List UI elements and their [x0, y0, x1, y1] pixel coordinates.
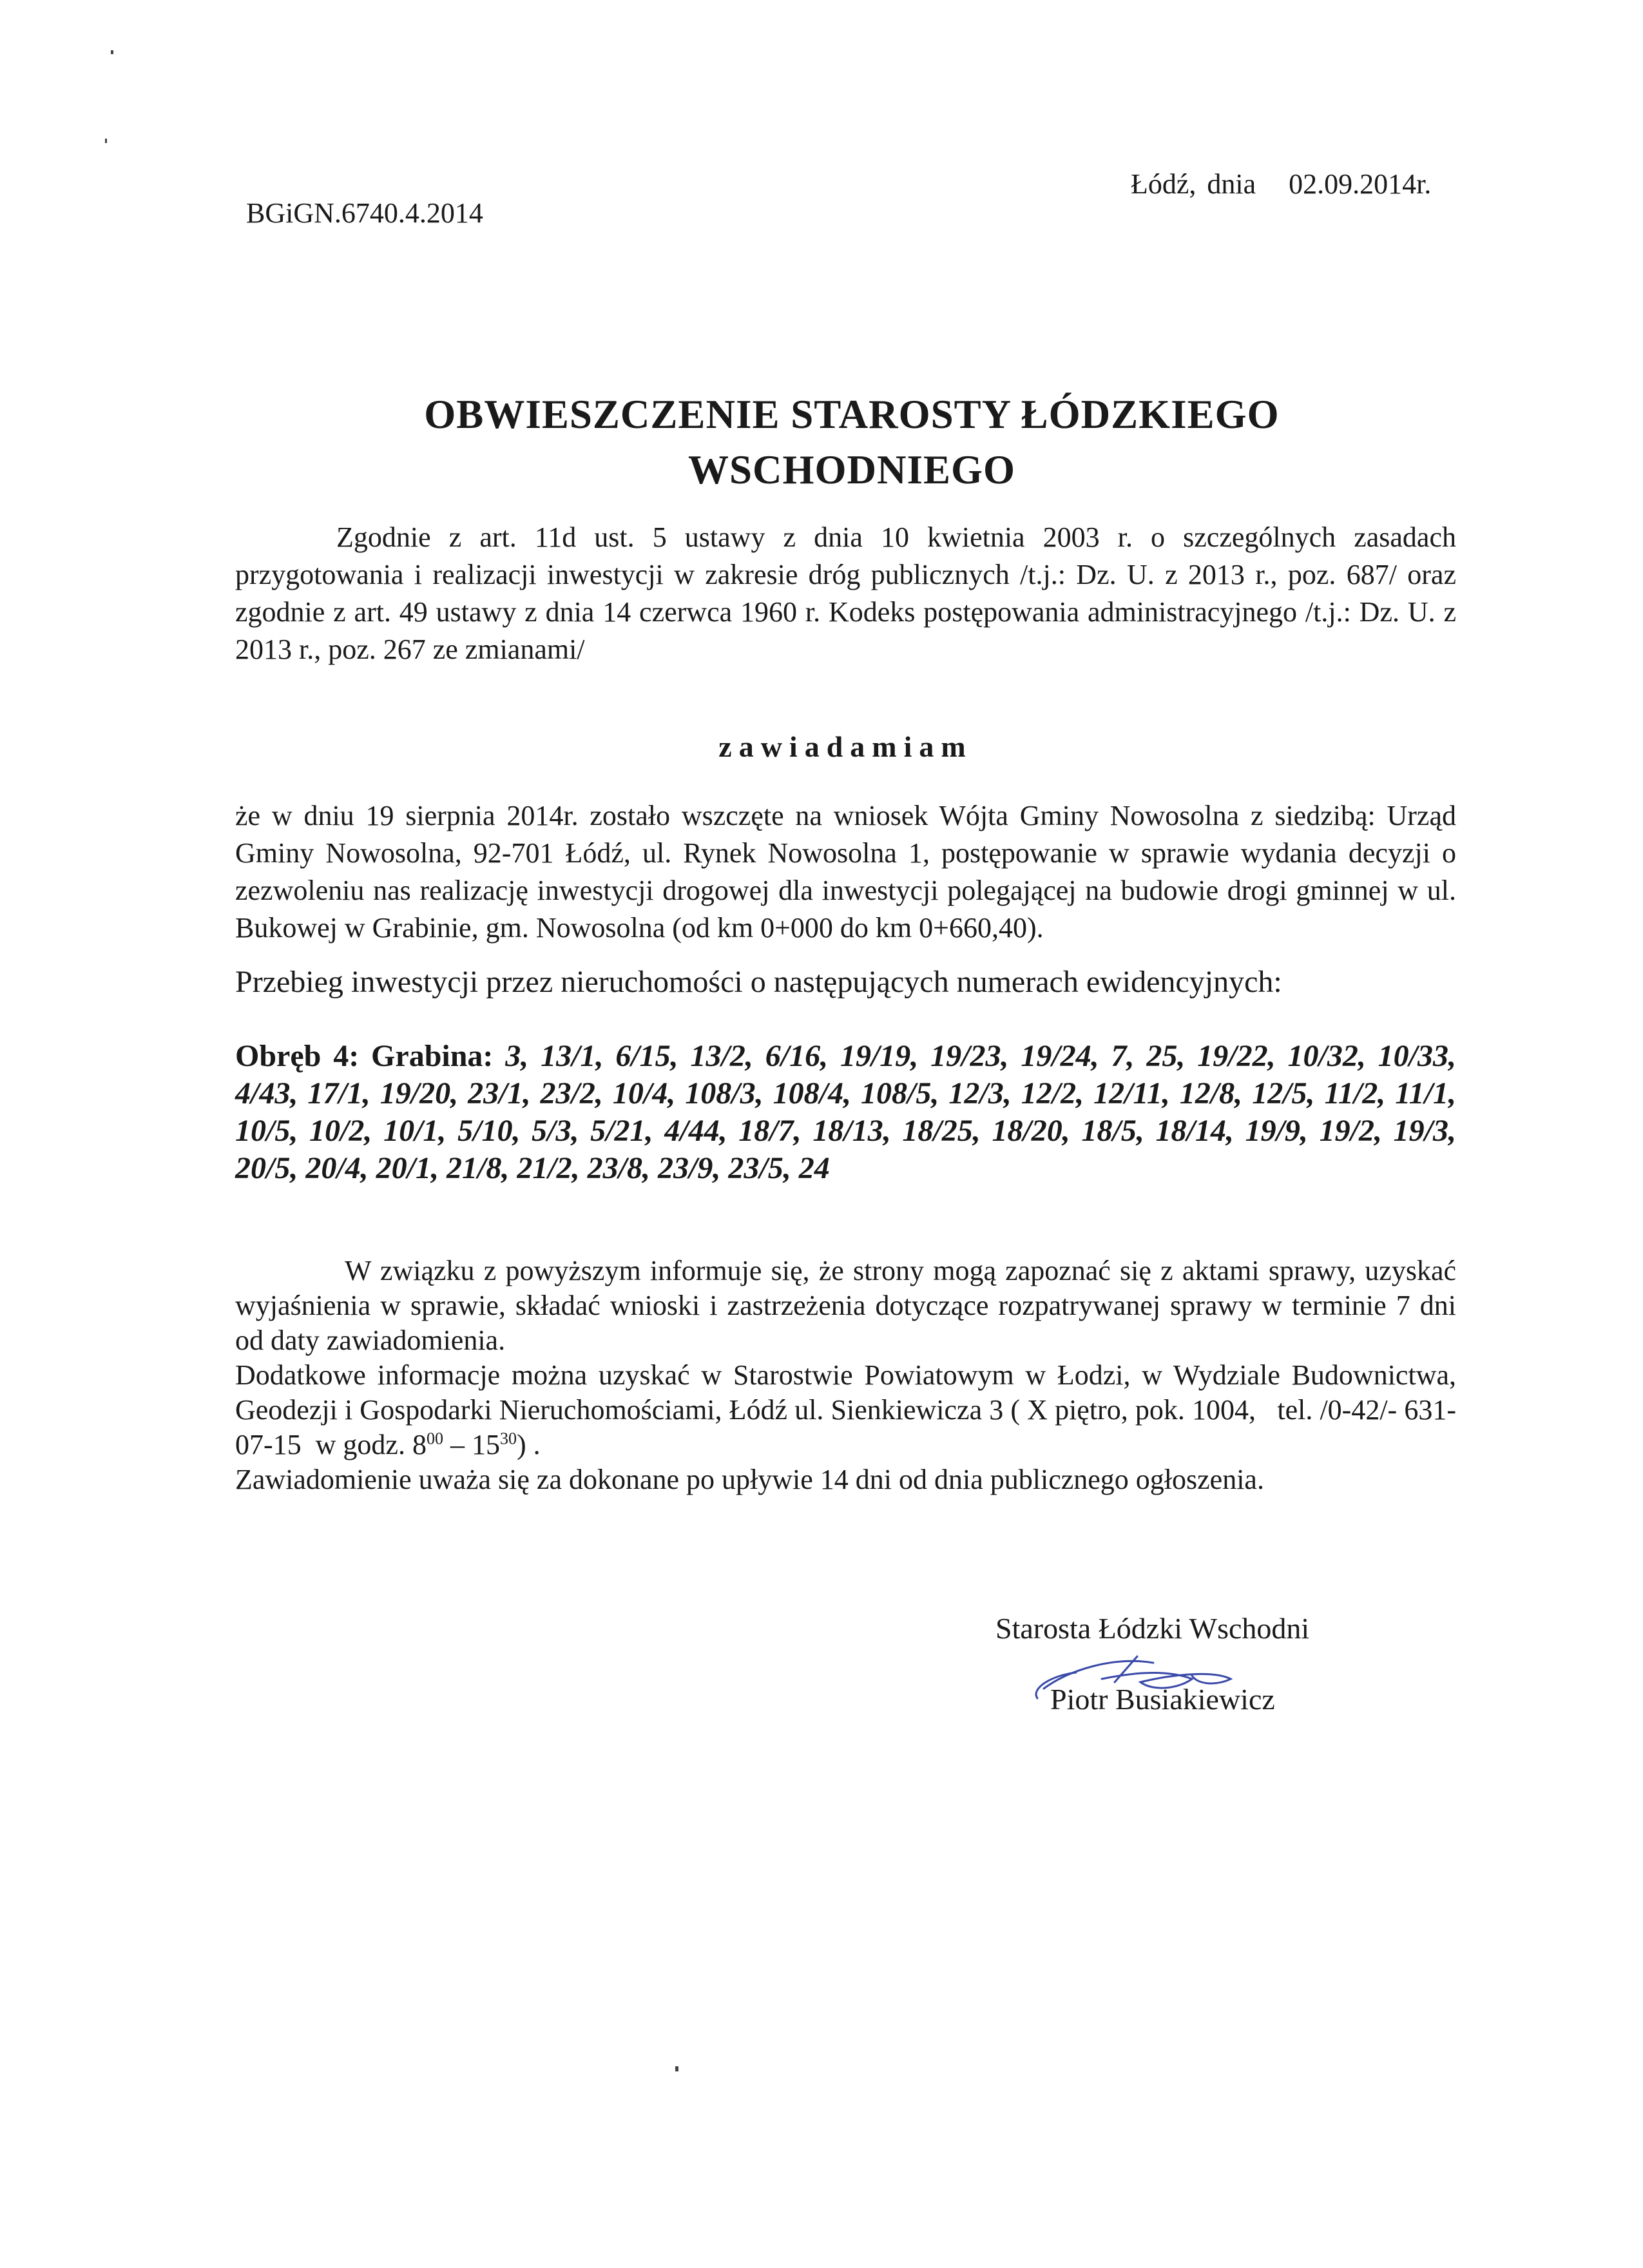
document-reference-number: BGiGN.6740.4.2014 — [246, 197, 483, 229]
route-intro: Przebieg inwestycji przez nieruchomości o następujących numerach ewidencyjnych: — [235, 965, 1282, 999]
parcel-numbers: 3, 13/1, 6/15, 13/2, 6/16, 19/19, 19/23, 19/24, 7, 25, 19/22, 10/32, 10/33, 4/43, 17/1, 19/20, 23/1, 23/2, 10/4, 108/3, 108/4, 108/5, 12/3, 12/2, 12/11, 12/8, 12/5, 11/2, 11/1, 10/5, 10/2, 10/1, 5/10, 5/3, 5/21, 4/44, 18/7, 18/13, 18/25, 18/20, 18/5, 18/14, 19/9, 19/2, 19/3, 20/5, 20/4, 20/1, 21/8, 21/2, 23/8, 23/9, 23/5, 24 — [235, 1039, 1457, 1185]
parcel-precinct-label: Obręb 4: Grabina: — [235, 1039, 494, 1073]
parcel-list — [235, 1038, 1456, 1187]
information-block — [235, 1254, 1463, 1497]
title-line-1: OBWIESZCZENIE STAROSTY ŁÓDZKIEGO — [424, 392, 1280, 437]
signatory-name: Piotr Busiakiewicz — [1050, 1683, 1275, 1716]
info-paragraph: W związku z powyższym informuje się, że strony mogą zapoznać się z aktami sprawy, uzyskać wyjaśnienia w sprawie, składać wnioski i zastrzeżenia dotyczące rozpatrywanej sprawy w terminie 7 dni od daty zawiadomienia. — [235, 1255, 1456, 1356]
closing-note: Zawiadomienie uważa się za dokonane po upływie 14 dni od dnia publicznego ogłoszenia. — [235, 1464, 1264, 1495]
place-and-date: Łódź, dnia 02.09.2014r. — [1131, 168, 1432, 200]
scan-speck — [105, 139, 107, 143]
office-hours-start: 8 — [412, 1429, 427, 1460]
scan-speck — [111, 50, 113, 54]
hours-dash: – — [443, 1429, 472, 1460]
hours-close: ) . — [516, 1429, 541, 1460]
title-line-2: WSCHODNIEGO — [687, 447, 1016, 492]
additional-info-paragraph — [235, 1358, 1463, 1462]
scan-speck — [675, 2066, 678, 2071]
office-hours-end: 15 — [471, 1429, 500, 1460]
announce-paragraph: że w dniu 19 sierpnia 2014r. zostało wszczęte na wniosek Wójta Gminy Nowosolna z siedzibą: Urząd Gminy Nowosolna, 92-701 Łódź, ul. Rynek Nowosolna 1, postępowanie w sprawie wydania decyzji o zezwoleniu nas realizację inwestycji drogowej dla inwestycji polegającej na budowie drogi gminnej w ul. Bukowej w Grabinie, gm. Nowosolna (od km 0+000 do km 0+660,40). — [235, 800, 1456, 944]
signatory-position: Starosta Łódzki Wschodni — [995, 1612, 1310, 1645]
legal-basis-paragraph: Zgodnie z art. 11d ust. 5 ustawy z dnia 10 kwietnia 2003 r. o szczególnych zasadach przygotowania i realizacji inwestycji w zakresie dróg publicznych /t.j.: Dz. U. z 2013 r., poz. 687/ oraz zgodnie z art. 49 ustawy z dnia 14 czerwca 1960 r. Kodeks postępowania administracyjnego /t.j.: Dz. U. z 2013 r., poz. 267 ze zmianami/ — [235, 521, 1456, 665]
document-title — [246, 387, 1457, 498]
office-hours-start-minutes: 00 — [426, 1429, 443, 1448]
announce-heading: zawiadamiam — [718, 730, 973, 763]
additional-info-text: Dodatkowe informacje można uzyskać w Starostwie Powiatowym w Łodzi, w Wydziale Budownictwa, Geodezji i Gospodarki Nieruchomościami, Łódź ul. Sienkiewicza 3 ( X piętro, pok. 1004, tel. /0-42/- 631-07-15 w godz. — [235, 1359, 1463, 1460]
office-hours-end-minutes: 30 — [499, 1429, 517, 1448]
